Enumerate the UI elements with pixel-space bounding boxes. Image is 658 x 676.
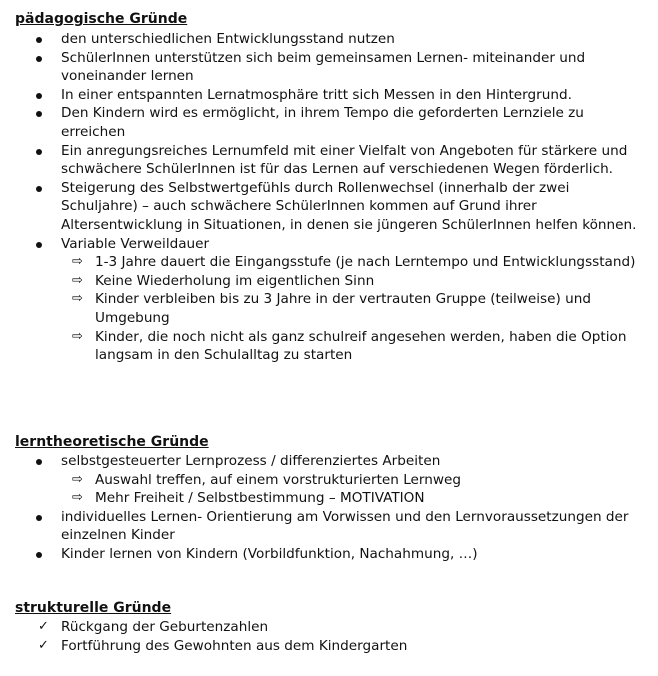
bullet-icon: [36, 93, 42, 99]
arrow-right-icon: ⇨: [72, 254, 83, 270]
sublist-item-text: Kinder, die noch nicht als ganz schulreif angesehen werden, haben die Option langsam in den Schulalltag zu starten: [95, 328, 627, 364]
section-heading-lerntheoretisch: lerntheoretische Gründe: [15, 434, 209, 450]
sublist-item: [61, 272, 640, 291]
bullet-icon: [36, 515, 42, 521]
bullet-icon: [36, 56, 42, 62]
bullet-icon: [36, 552, 42, 558]
section-heading-strukturell: strukturelle Gründe: [15, 600, 172, 616]
list-item: [0, 508, 658, 545]
section-heading-paedagogisch: pädagogische Gründe: [15, 11, 188, 27]
arrow-right-icon: ⇨: [72, 471, 83, 487]
sublist-lernprozess: [61, 471, 640, 508]
bullet-icon: [36, 186, 42, 192]
sublist-item-text: Mehr Freiheit / Selbstbestimmung – MOTIVATION: [95, 490, 425, 507]
checkmark-icon: ✓: [38, 637, 49, 653]
list-item: [0, 452, 658, 508]
arrow-right-icon: ⇨: [72, 490, 83, 506]
list-item: [0, 30, 658, 49]
list-item-text: SchülerInnen unterstützen sich beim gemeinsamen Lernen- miteinander und voneinander lernen: [61, 49, 586, 85]
list-item-text: In einer entspannten Lernatmosphäre tritt sich Messen in den Hintergrund.: [61, 86, 572, 103]
sublist-item: [61, 471, 640, 490]
list-item: [0, 637, 658, 656]
sublist-item: [61, 489, 640, 508]
sublist-verweildauer: [61, 253, 640, 365]
list-item: [0, 49, 658, 86]
sublist-item: [61, 290, 640, 327]
list-item: [0, 545, 658, 564]
list-item-text: Fortführung des Gewohnten aus dem Kindergarten: [61, 637, 408, 654]
list-item-text: selbstgesteuerter Lernprozess / differenziertes Arbeiten: [61, 453, 441, 469]
list-lerntheoretisch: [0, 452, 658, 564]
list-item-text: Kinder lernen von Kindern (Vorbildfunktion, Nachahmung, …): [61, 545, 478, 562]
bullet-icon: [36, 111, 42, 117]
bullet-icon: [36, 37, 42, 43]
bullet-icon: [36, 149, 42, 155]
list-item-text: Variable Verweildauer: [61, 235, 210, 252]
list-strukturell: [0, 618, 658, 655]
list-item-text: Rückgang der Geburtenzahlen: [61, 619, 269, 635]
list-item: [0, 179, 658, 235]
list-item-text: Den Kindern wird es ermöglicht, in ihrem Tempo die geforderten Lernziele zu erreichen: [61, 105, 584, 140]
sublist-item-text: Kinder verbleiben bis zu 3 Jahre in der vertrauten Gruppe (teilweise) und Umgebung: [95, 291, 591, 326]
list-item: [0, 86, 658, 105]
arrow-right-icon: ⇨: [72, 328, 83, 344]
list-item-text: Ein anregungsreiches Lernumfeld mit einer Vielfalt von Angeboten für stärkere und schwächere SchülerInnen ist für das Lernen auf verschiedenen Wegen förderlich.: [61, 142, 628, 178]
list-item-text: individuelles Lernen- Orientierung am Vorwissen und den Lernvoraussetzungen der einzelnen Kinder: [61, 508, 629, 544]
bullet-icon: [36, 242, 42, 248]
sublist-item-text: 1-3 Jahre dauert die Eingangsstufe (je nach Lerntempo und Entwicklungsstand): [95, 254, 636, 271]
list-item-text: Steigerung des Selbstwertgefühls durch Rollenwechsel (innerhalb der zwei Schuljahre) – auch schwächere SchülerInnen kommen auf Grund ihrer Altersentwicklung in Situationen, in denen sie jüngeren SchülerInnen helfen können.: [61, 179, 637, 233]
list-item-text: den unterschiedlichen Entwicklungsstand nutzen: [61, 31, 395, 47]
sublist-item: [61, 253, 640, 272]
arrow-right-icon: ⇨: [72, 272, 83, 288]
list-item: [0, 235, 658, 365]
list-paedagogisch: [0, 30, 658, 365]
list-item: [0, 104, 658, 141]
bullet-icon: [36, 459, 42, 465]
list-item: [0, 142, 658, 179]
arrow-right-icon: ⇨: [72, 291, 83, 307]
sublist-item-text: Keine Wiederholung im eigentlichen Sinn: [95, 272, 375, 289]
checkmark-icon: ✓: [38, 619, 49, 634]
list-item: [0, 618, 658, 637]
sublist-item: [61, 328, 640, 365]
sublist-item-text: Auswahl treffen, auf einem vorstrukturierten Lernweg: [95, 471, 461, 488]
